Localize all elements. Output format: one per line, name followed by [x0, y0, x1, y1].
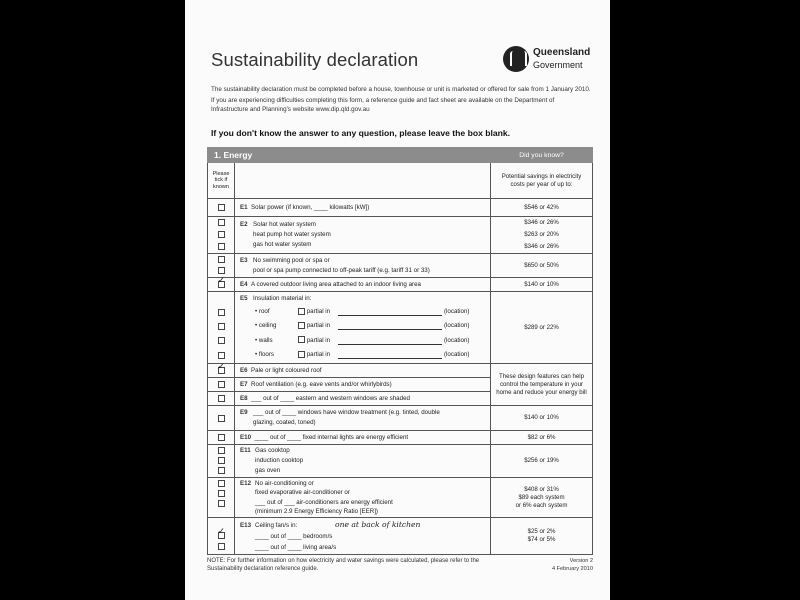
- code-e13: E13: [240, 522, 252, 530]
- code-e11: E11: [240, 447, 251, 455]
- location-field-roof[interactable]: [338, 309, 442, 316]
- row-e5: [208, 292, 593, 364]
- tick-mark-icon: ✓: [217, 275, 226, 286]
- row-e3: [208, 254, 593, 278]
- e5-floors-line: • floors partial in (location): [240, 348, 490, 362]
- saving-e2-heat-pump: $263 or 20%: [524, 231, 559, 238]
- row-e1: [208, 199, 593, 217]
- text-e13-living: ____ out of ____ living area/s: [255, 544, 337, 552]
- text-e2-gas: gas hot water system: [253, 241, 312, 248]
- location-label: (location): [444, 308, 470, 315]
- checkbox-e1[interactable]: [218, 204, 225, 211]
- version-date: 4 February 2010: [551, 565, 593, 572]
- code-e10: E10: [240, 434, 252, 442]
- text-e6: Pale or light coloured roof: [251, 367, 322, 375]
- text-e11-gas-oven: gas oven: [255, 467, 281, 475]
- text-e2-solar: Solar hot water system: [253, 221, 316, 228]
- saving-e1: $546 or 42%: [491, 199, 593, 217]
- code-e4: E4: [240, 281, 248, 288]
- location-label: (location): [444, 336, 470, 344]
- text-e9-line1: ___ out of ____ windows have window treatment (e.g. tinted, double: [253, 409, 440, 417]
- page-title: Sustainability declaration: [211, 49, 419, 70]
- label-e5-ceiling: ceiling: [258, 322, 277, 330]
- row-e2: [208, 217, 593, 254]
- checkbox-e8[interactable]: [218, 395, 225, 402]
- location-label: (location): [444, 322, 470, 330]
- code-e7: E7: [240, 381, 248, 389]
- location-field-ceiling[interactable]: [338, 323, 442, 330]
- tick-header-line: tick if: [214, 177, 228, 184]
- saving-e3: $650 or 50%: [491, 254, 593, 278]
- form-page: [185, 0, 610, 600]
- text-e8: ___ out of ____ eastern and western windows are shaded: [251, 395, 410, 403]
- checkbox-e7[interactable]: [218, 381, 225, 388]
- blank-header: [235, 163, 491, 199]
- saving-e5: $289 or 22%: [491, 292, 593, 364]
- location-label: (location): [444, 350, 470, 358]
- row-e9: [208, 406, 593, 431]
- row-e10: [208, 431, 593, 445]
- checkbox-e10[interactable]: [218, 434, 225, 441]
- design-features-note: These design features can help control the temperature in your home and reduce your energy bill: [491, 364, 593, 406]
- checkbox-e13-bedroom[interactable]: [217, 527, 226, 539]
- checkbox-e5-roof[interactable]: [218, 309, 225, 316]
- checkbox-e2-gas[interactable]: [218, 243, 225, 250]
- partial-label: partial in: [306, 322, 331, 330]
- code-e6: E6: [240, 367, 248, 375]
- text-e10: ____ out of ____ fixed internal lights are energy efficient: [254, 434, 409, 442]
- checkbox-e5-floors[interactable]: [218, 352, 225, 359]
- checkbox-e5-ceiling[interactable]: [218, 323, 225, 330]
- checkbox-e2-solar[interactable]: [218, 219, 225, 226]
- text-e3-off-peak: pool or spa pump connected to off-peak tariff (e.g. tariff 31 or 33): [253, 266, 430, 274]
- text-e12-line1: No air-conditioning or: [255, 479, 314, 487]
- row-e4: [208, 278, 593, 292]
- section-header: [208, 148, 593, 163]
- saving-e13-living: $74 or 5%: [527, 536, 556, 544]
- instruction-warning: If you don't know the answer to any question, please leave the box blank.: [211, 128, 511, 138]
- saving-e12-line: or 6% each system: [515, 501, 568, 509]
- checkbox-e5-roof-partial[interactable]: [298, 308, 305, 315]
- checkbox-e5-walls[interactable]: [218, 337, 225, 344]
- code-e12: E12: [240, 479, 252, 487]
- intro-text: [211, 86, 591, 117]
- checkbox-e5-ceiling-partial[interactable]: [298, 322, 305, 329]
- checkbox-e12-efficient[interactable]: [218, 500, 225, 507]
- text-e1: Solar power (if known, ____ kilowatts [kW]): [251, 204, 370, 211]
- row-e12: [208, 478, 593, 518]
- saving-e2-gas: $346 or 26%: [524, 243, 559, 250]
- tick-header-line: Please: [212, 170, 230, 177]
- location-field-floors[interactable]: [338, 352, 442, 359]
- checkbox-e2-heat-pump[interactable]: [218, 231, 225, 238]
- code-e1: E1: [240, 204, 248, 211]
- label-e5-roof: roof: [258, 308, 270, 315]
- handwritten-note: one at back of kitchen: [335, 520, 421, 530]
- checkbox-e4[interactable]: [217, 275, 226, 288]
- e5-roof-line: • roof partial in (location): [240, 305, 490, 319]
- e5-walls-line: • walls partial in (location): [240, 334, 490, 348]
- text-e11-induction: induction cooktop: [255, 457, 304, 465]
- logo-line-1: Queensland: [533, 47, 591, 58]
- code-e9: E9: [240, 409, 248, 417]
- checkbox-e6[interactable]: [217, 362, 226, 374]
- checkbox-e11-gas-cooktop[interactable]: [218, 447, 225, 454]
- text-e12-line3: ___ out of ___ air-conditioners are energy efficient: [255, 498, 393, 506]
- savings-header: Potential savings in electricity costs per year of up to:: [491, 163, 593, 199]
- label-e5-floors: floors: [258, 350, 275, 358]
- checkbox-e5-walls-partial[interactable]: [298, 336, 305, 343]
- code-e2: E2: [240, 221, 248, 228]
- section-title: 1. Energy: [208, 148, 491, 163]
- text-e13-title: Ceiling fan/s in:: [255, 522, 298, 530]
- saving-e2-solar: $346 or 26%: [524, 219, 559, 226]
- column-header-row: [208, 163, 593, 199]
- intro-paragraph: The sustainability declaration must be completed before a house, townhouse or unit is marketed or offered for sale from 1 January 2010.: [211, 86, 591, 93]
- tick-header: [208, 163, 235, 199]
- version-info: [538, 558, 593, 573]
- saving-e12-line: $89 each system: [518, 493, 565, 501]
- partial-label: partial in: [306, 350, 331, 358]
- did-you-know-header: Did you know?: [491, 148, 593, 163]
- saving-e13-bedroom: $25 or 2%: [527, 528, 556, 536]
- checkbox-e3-off-peak[interactable]: [218, 267, 225, 274]
- qld-crest-icon: [503, 46, 529, 72]
- code-e3: E3: [240, 256, 248, 264]
- saving-e9: $140 or 10%: [491, 406, 593, 431]
- intro-paragraph: If you are experiencing difficulties completing this form, a reference guide and fact sheet are available on the Department of Infrastructure and Planning's website www.dip.qld.gov.au: [211, 97, 555, 113]
- location-field-walls[interactable]: [338, 338, 442, 345]
- text-e2-heat-pump: heat pump hot water system: [253, 231, 331, 238]
- saving-e12-line: $408 or 31%: [524, 485, 559, 493]
- logo-line-2: Government: [533, 60, 583, 70]
- qld-government-logo: [503, 44, 598, 80]
- tick-header-line: known: [213, 183, 229, 190]
- text-e3-no-pool: No swimming pool or spa or: [253, 256, 330, 264]
- tick-mark-icon: ✓: [217, 527, 226, 538]
- text-e12-line4: (minimum 2.9 Energy Efficiency Ratio [EER]): [255, 508, 378, 516]
- partial-label: partial in: [306, 308, 331, 315]
- text-e7: Roof ventilation (e.g. eave vents and/or whirlybirds): [251, 381, 392, 389]
- footnote: NOTE: For further information on how electricity and water savings were calculated, please refer to the Sustainability declaration reference guide.: [207, 558, 480, 572]
- checkbox-e11-induction[interactable]: [218, 457, 225, 464]
- label-e5-walls: walls: [258, 336, 273, 344]
- code-e8: E8: [240, 395, 248, 403]
- text-e4: A covered outdoor living area attached to an indoor living area: [251, 281, 421, 288]
- checkbox-e9[interactable]: [218, 415, 225, 422]
- checkbox-e12-none[interactable]: [218, 480, 225, 487]
- energy-table: [207, 147, 593, 555]
- text-e12-line2: fixed evaporative air-conditioner or: [255, 489, 350, 497]
- checkbox-e13-living[interactable]: [218, 543, 225, 550]
- saving-e11: $256 or 19%: [491, 445, 593, 478]
- version-number: Version 2: [569, 558, 593, 564]
- text-e5-title: Insulation material in:: [253, 295, 312, 302]
- checkbox-e11-gas-oven[interactable]: [218, 467, 225, 474]
- checkbox-e5-floors-partial[interactable]: [298, 351, 305, 358]
- row-e13: [208, 518, 593, 555]
- code-e5: E5: [240, 295, 248, 302]
- text-e9-line2: glazing, coated, toned): [253, 419, 316, 427]
- row-e6: [208, 364, 593, 378]
- text-e13-bedroom: ____ out of ____ bedroom/s: [255, 533, 333, 541]
- checkbox-e3-no-pool[interactable]: [218, 256, 225, 263]
- saving-e4: $140 or 10%: [491, 278, 593, 292]
- saving-e10: $82 or 6%: [491, 431, 593, 445]
- e5-ceiling-line: • ceiling partial in (location): [240, 319, 490, 333]
- checkbox-e12-evaporative[interactable]: [218, 490, 225, 497]
- tick-mark-icon: ✓: [217, 362, 226, 373]
- row-e11: [208, 445, 593, 478]
- partial-label: partial in: [306, 336, 331, 344]
- text-e11-gas-cooktop: Gas cooktop: [255, 447, 290, 455]
